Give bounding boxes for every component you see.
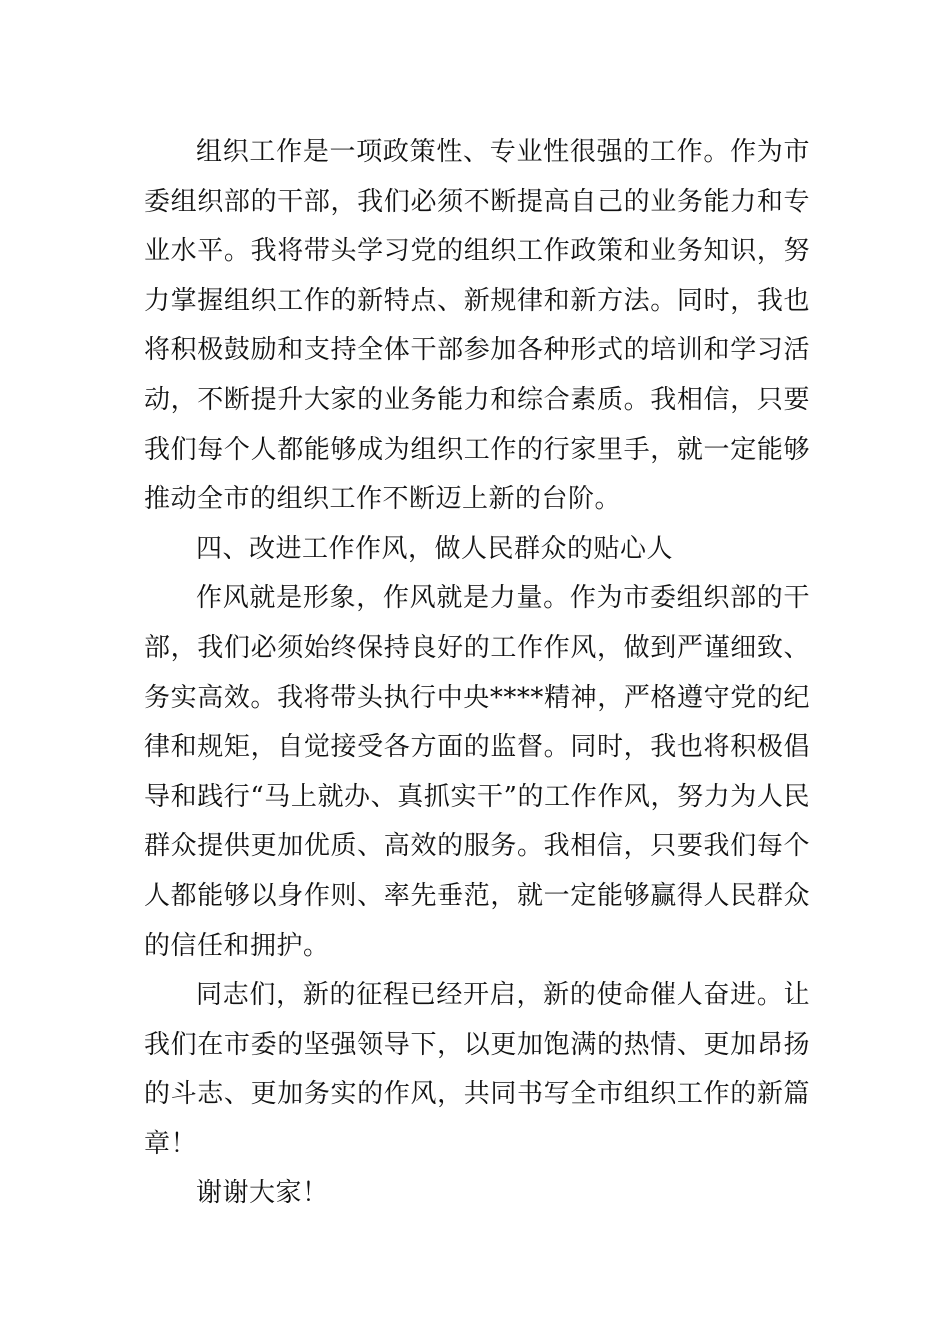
paragraph-work-style: 作风就是形象，作风就是力量。作为市委组织部的干部，我们必须始终保持良好的工作作风，做到严谨细致、务实高效。我将带头执行中央****精神，严格遵守党的纪律和规矩，自觉接受各方面的监督。同时，我也将积极倡导和践行“马上就办、真抓实干”的工作作风，努力为人民群众提供更加优质、高效的服务。我相信，只要我们每个人都能够以身作则、率先垂范，就一定能够赢得人民群众的信任和拥护。 (144, 583, 810, 961)
paragraph-organization-work: 组织工作是一项政策性、专业性很强的工作。作为市委组织部的干部，我们必须不断提高自己的业务能力和专业水平。我将带头学习党的组织工作政策和业务知识，努力掌握组织工作的新特点、新规律和新方法。同时，我也将积极鼓励和支持全体干部参加各种形式的培训和学习活动，不断提升大家的业务能力和综合素质。我相信，只要我们每个人都能够成为组织工作的行家里手，就一定能够推动全市的组织工作不断迈上新的台阶。 (144, 137, 810, 515)
paragraph-closing: 同志们，新的征程已经开启，新的使命催人奋进。让我们在市委的坚强领导下，以更加饱满的热情、更加昂扬的斗志、更加务实的作风，共同书写全市组织工作的新篇章！ (144, 980, 810, 1159)
document-body (144, 128, 810, 1219)
paragraph-thanks: 谢谢大家！ (196, 1178, 329, 1209)
section-heading-work-style: 四、改进工作作风，做人民群众的贴心人 (196, 533, 674, 564)
